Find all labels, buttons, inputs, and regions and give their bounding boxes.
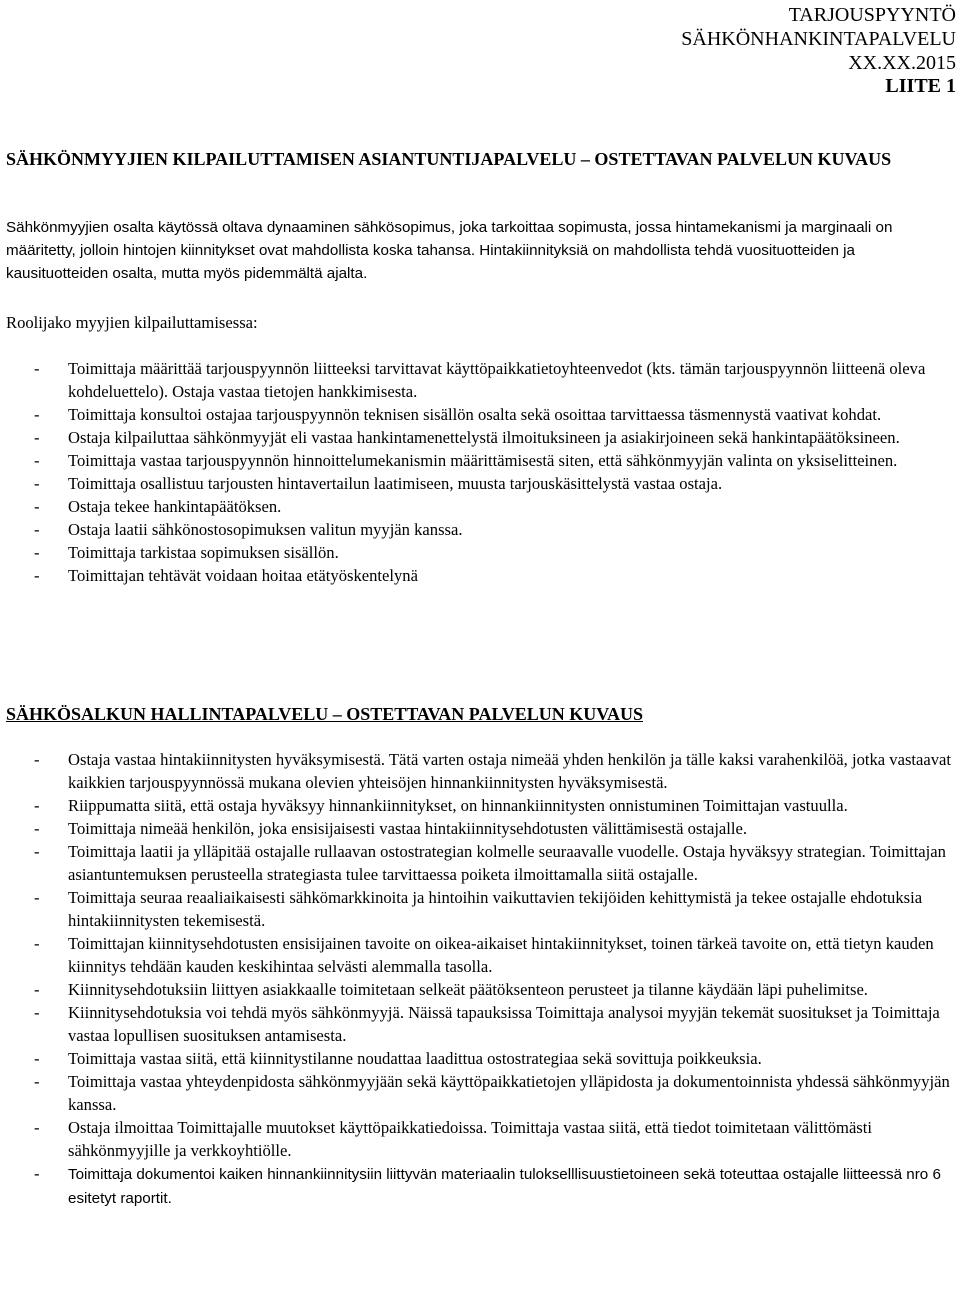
section1-title: SÄHKÖNMYYJIEN KILPAILUTTAMISEN ASIANTUNTIJAPALVELU – OSTETTAVAN PALVELUN KUVAUS [6,149,892,169]
list-item [34,1070,952,1116]
list-item [34,817,952,840]
list-item-text: Riippumatta siitä, että ostaja hyväksyy hinnankiinnitykset, on hinnankiinnitysten onnistuminen Toimittajan vastuulla. [68,796,848,815]
list-item-text: Toimittaja vastaa tarjouspyynnön hinnoittelumekanismin määrittämisestä siten, että sähkönmyyjän valinta on yksiselitteinen. [68,451,898,470]
list-item [34,403,952,426]
list-item-text: Toimittaja konsultoi ostajaa tarjouspyynnön teknisen sisällön osalta sekä osoittaa tarvittaessa täsmennystä vaativat kohdat. [68,405,882,424]
list-dash: - [34,451,40,470]
list-item-text: Toimittaja vastaa yhteydenpidosta sähkönmyyjään sekä käyttöpaikkatietojen ylläpidosta ja dokumentoinnista yhdessä sähkönmyyjän kanssa. [68,1072,950,1114]
list-item [34,1116,952,1162]
list-item [34,932,952,978]
header-date: XX.XX.2015 [848,52,956,74]
list-item [34,495,952,518]
list-item-text: Toimittaja vastaa siitä, että kiinnitystilanne noudattaa laadittua ostostrategiaa sekä sovittuja poikkeuksia. [68,1049,762,1068]
attachment-label: LIITE 1 [885,75,956,97]
list-dash: - [34,428,40,447]
list-dash: - [34,405,40,424]
list-dash: - [34,520,40,539]
list-dash: - [34,497,40,516]
list-dash: - [34,359,40,378]
header-service-name: SÄHKÖNHANKINTAPALVELU [681,28,956,50]
list-dash: - [34,750,40,769]
header-doc-type: TARJOUSPYYNTÖ [788,4,956,26]
list-dash: - [34,566,40,585]
list-item-text: Toimittajan kiinnitysehdotusten ensisijainen tavoite on oikea-aikaiset hintakiinnitykset, toinen tärkeä tavoite on, että tietyn kauden kiinnitys tehdään kauden keskihintaa selvästi alemmalla tasolla. [68,934,934,976]
list-item [34,794,952,817]
list-item-text: Kiinnitysehdotuksia voi tehdä myös sähkönmyyjä. Näissä tapauksissa Toimittaja analysoi myyjän tekemät suositukset ja Toimittaja vastaa lopullisen suosituksen antamisesta. [68,1003,940,1045]
list-dash: - [34,1072,40,1091]
list-dash: - [34,543,40,562]
list-item [34,541,952,564]
list-item [34,840,952,886]
list-dash: - [34,1049,40,1068]
list-item [34,1001,952,1047]
list-item-text: Ostaja tekee hankintapäätöksen. [68,497,282,516]
list-item [34,978,952,1001]
section1-intro: Sähkönmyyjien osalta käytössä oltava dynaaminen sähkösopimus, joka tarkoittaa sopimusta, jossa hintamekanismi ja marginaali on määritetty, jolloin hintojen kiinnitykset ovat mahdollista koska tahansa. Hintakiinnityksiä on mahdollista tehdä vuosituotteiden ja kausituotteiden osalta, mutta myös pidemmältä ajalta. [6,219,893,282]
list-item [34,1047,952,1070]
list-item [34,472,952,495]
list-dash: - [34,1003,40,1022]
list-item-text: Ostaja ilmoittaa Toimittajalle muutokset käyttöpaikkatiedoissa. Toimittaja vastaa siitä, että tiedot toimitetaan välittömästi sähkönmyyjille ja verkkoyhtiölle. [68,1118,872,1160]
list-item-text: Ostaja vastaa hintakiinnitysten hyväksymisestä. Tätä varten ostaja nimeää yhden henkilön ja tälle kaksi varahenkilöä, jotka vastaavat kaikkien tarjouspyynnössä mukana olevien yhteisöjen hinnankiinnitysten hyväksymisestä. [68,750,952,792]
list-item-text: Kiinnitysehdotuksiin liittyen asiakkaalle toimitetaan selkeät päätöksenteon perusteet ja tilanne käydään läpi puhelimitse. [68,980,868,999]
list-item [34,449,952,472]
section2-title: SÄHKÖSALKUN HALLINTAPALVELU – OSTETTAVAN PALVELUN KUVAUS [6,704,643,724]
list-dash: - [34,819,40,838]
list-item-text: Toimittaja laatii ja ylläpitää ostajalle rullaavan ostostrategian kolmelle seuraavalle vuodelle. Ostaja hyväksyy strategian. Toimittajan asiantuntemuksen perusteella strategiasta tulee tarvittaessa poiketa ilmoittamalla siitä ostajalle. [68,842,946,884]
list-dash: - [34,842,40,861]
list-dash: - [34,980,40,999]
list-dash: - [34,888,40,907]
list-item-text: Toimittaja määrittää tarjouspyynnön liitteeksi tarvittavat käyttöpaikkatietoyhteenvedot (kts. tämän tarjouspyynnön liitteenä oleva kohdeluettelo). Ostaja vastaa tietojen hankkimisesta. [68,359,926,401]
list-dash: - [34,1164,40,1183]
list-dash: - [34,474,40,493]
document-header [681,3,956,75]
roles-title: Roolijako myyjien kilpailuttamisessa: [6,313,258,332]
list-item [34,518,952,541]
list-item-text: Toimittaja nimeää henkilön, joka ensisijaisesti vastaa hintakiinnitysehdotusten välittämisestä ostajalle. [68,819,748,838]
list-item-text: Ostaja kilpailuttaa sähkönmyyjät eli vastaa hankintamenettelystä ilmoituksineen ja asiakirjoineen sekä hankintapäätöksineen. [68,428,900,447]
list-dash: - [34,796,40,815]
list-item [34,564,952,587]
list-item [34,748,952,794]
list-item [34,357,952,403]
list-dash: - [34,934,40,953]
list-item [34,1162,952,1210]
list-item-text: Ostaja laatii sähkönostosopimuksen valitun myyjän kanssa. [68,520,463,539]
section2-list [34,748,952,1210]
list-item-text: Toimittaja dokumentoi kaiken hinnankiinnitysiin liittyvän materiaalin tulokselllisuustietoineen sekä toteuttaa ostajalle liitteessä nro 6 esitetyt raportit. [68,1166,941,1207]
list-item-text: Toimittajan tehtävät voidaan hoitaa etätyöskentelynä [68,566,418,585]
list-item-text: Toimittaja tarkistaa sopimuksen sisällön. [68,543,339,562]
list-dash: - [34,1118,40,1137]
list-item [34,886,952,932]
list-item [34,426,952,449]
section1-list [34,357,952,587]
list-item-text: Toimittaja seuraa reaaliaikaisesti sähkömarkkinoita ja hintoihin vaikuttavien tekijöiden kehittymistä ja tekee ostajalle ehdotuksia hintakiinnitysten tekemisestä. [68,888,923,930]
list-item-text: Toimittaja osallistuu tarjousten hintavertailun laatimiseen, muusta tarjouskäsittelystä vastaa ostaja. [68,474,723,493]
